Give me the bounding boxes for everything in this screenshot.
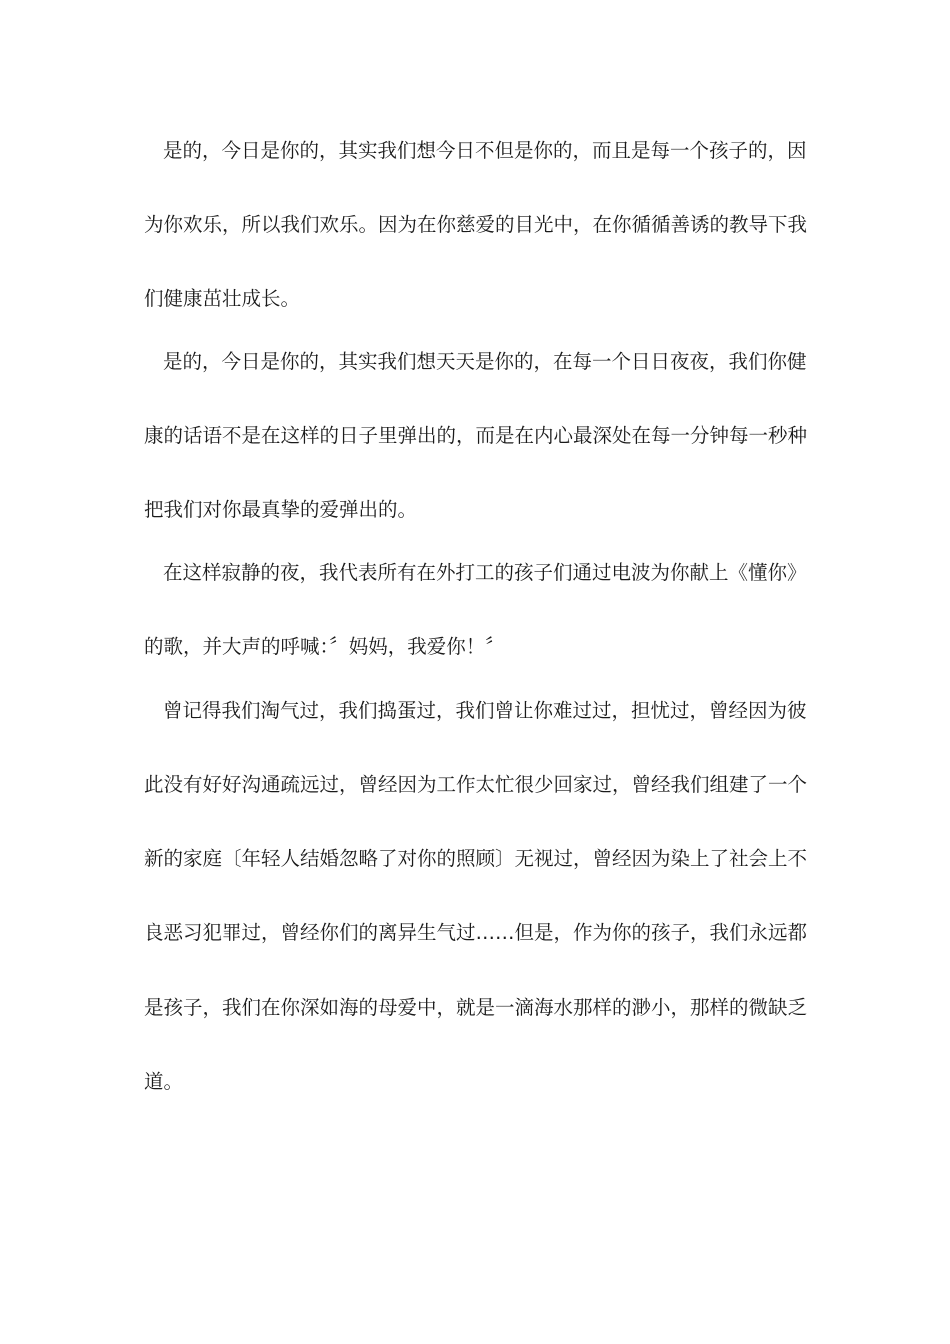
paragraph-4-line-2: 此没有好好沟通疏远过，曾经因为工作太忙很少回家过，曾经我们组建了一个 (144, 773, 808, 796)
paragraph-4-line-1: 曾记得我们淘气过，我们捣蛋过，我们曾让你难过过，担忧过，曾经因为彼 (163, 699, 807, 722)
paragraph-4-line-3: 新的家庭〔年轻人结婚忽略了对你的照顾〕无视过，曾经因为染上了社会上不 (144, 847, 808, 870)
paragraph-2-line-1: 是的，今日是你的，其实我们想天天是你的，在每一个日日夜夜，我们你健 (163, 350, 807, 373)
paragraph-1-line-2: 为你欢乐，所以我们欢乐。因为在你慈爱的目光中，在你循循善诱的教导下我 (144, 213, 808, 236)
paragraph-3-line-2: 的歌，并大声的呼喊：〞妈妈，我爱你！〞 (144, 635, 505, 658)
paragraph-2-line-2: 康的话语不是在这样的日子里弹出的，而是在内心最深处在每一分钟每一秒种 (144, 424, 808, 447)
paragraph-4-line-4: 良恶习犯罪过，曾经你们的离异生气过……但是，作为你的孩子，我们永远都 (144, 921, 808, 944)
paragraph-3-line-1: 在这样寂静的夜，我代表所有在外打工的孩子们通过电波为你献上《懂你》 (163, 561, 807, 584)
paragraph-4-line-6: 道。 (144, 1070, 184, 1093)
paragraph-2-line-3: 把我们对你最真挚的爱弹出的。 (144, 498, 418, 521)
paragraph-4-line-5: 是孩子，我们在你深如海的母爱中，就是一滴海水那样的渺小，那样的微缺乏 (144, 996, 808, 1019)
paragraph-1-line-1: 是的，今日是你的，其实我们想今日不但是你的，而且是每一个孩子的，因 (163, 139, 807, 162)
paragraph-1-line-3: 们健康茁壮成长。 (144, 287, 301, 310)
